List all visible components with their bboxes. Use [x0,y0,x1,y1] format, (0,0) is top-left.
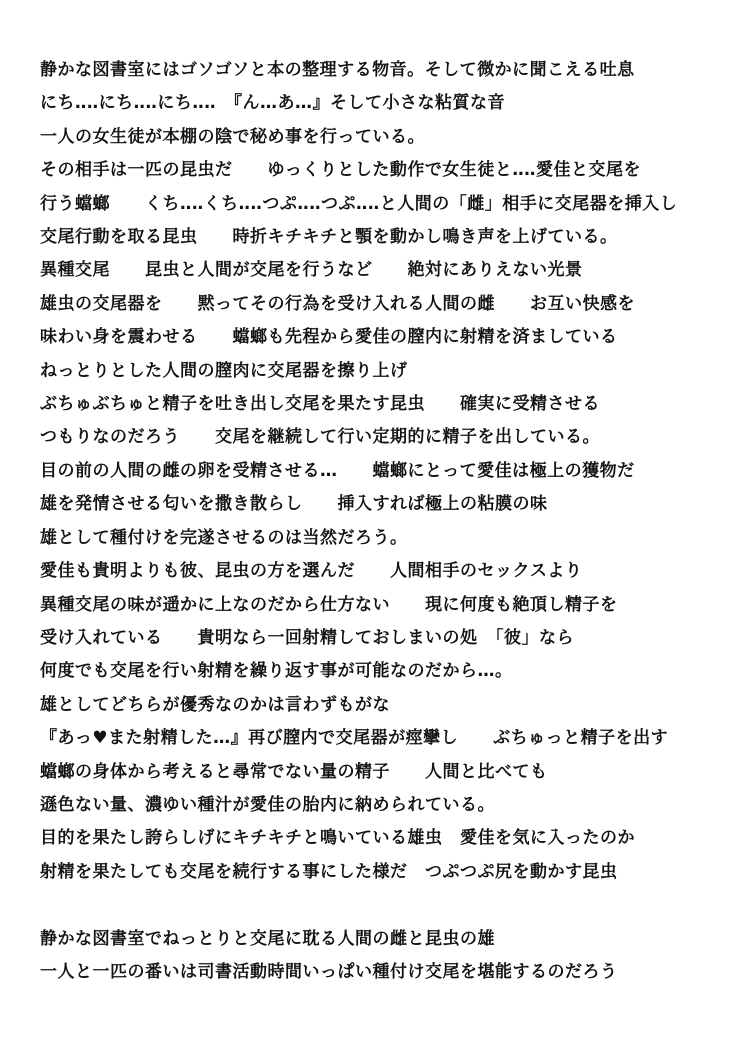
text-line: 受け入れている 貴明なら一回射精しておしまいの処 「彼」なら [40,627,574,648]
text-line: 蟷螂の身体から考えると尋常でない量の精子 人間と比べても [40,761,548,782]
text-line: 雄として種付けを完遂させるのは当然だろう。 [40,527,408,548]
paragraph-break [40,889,716,922]
text-line: 異種交尾の味が遥かに上なのだから仕方ない 現に何度も絶頂し精子を [40,594,618,615]
text-line: つもりなのだろう 交尾を継続して行い定期的に精子を出している。 [40,427,600,448]
text-line: にち‥‥にち‥‥にち‥‥ 『ん…あ…』そして小さな粘質な音 [40,93,506,114]
text-line: 目的を果たし誇らしげにキチキチと鳴いている雄虫 愛佳を気に入ったのか [40,828,635,849]
text-line: ぶちゅぶちゅと精子を吐き出し交尾を果たす昆虫 確実に受精させる [40,394,600,415]
text-line: 異種交尾 昆虫と人間が交尾を行うなど 絶対にありえない光景 [40,260,583,281]
text-line: 一人の女生徒が本棚の陰で秘め事を行っている。 [40,126,425,147]
text-line: その相手は一匹の昆虫だ ゆっくりとした動作で女生徒と‥‥愛佳と交尾を [40,160,642,181]
text-line: 遜色ない量、濃ゆい種汁が愛佳の胎内に納められている。 [40,794,495,815]
text-line: 行う蟷螂 くち‥‥くち‥‥つぷ‥‥つぷ‥‥と人間の「雌」相手に交尾器を挿入し [40,193,678,214]
text-line: 『あっ♥また射精した…』再び膣内で交尾器が痙攣し ぶちゅっと精子を出す [40,728,669,749]
text-line: 何度でも交尾を行い射精を繰り返す事が可能なのだから…。 [40,661,513,682]
text-line: 目の前の人間の雌の卵を受精させる… 蟷螂にとって愛佳は極上の獲物だ [40,460,635,481]
text-line: ねっとりとした人間の膣肉に交尾器を擦り上げ [40,360,408,381]
text-line: 交尾行動を取る昆虫 時折キチキチと顎を動かし鳴き声を上げている。 [40,227,618,248]
text-line: 雄を発情させる匂いを撒き散らし 挿入すれば極上の粘膜の味 [40,494,548,515]
text-line: 一人と一匹の番いは司書活動時間いっぱい種付け交尾を堪能するのだろう [40,961,618,982]
text-line: 雄としてどちらが優秀なのかは言わずもがな [40,694,390,715]
text-line: 静かな図書室にはゴソゴソと本の整理する物音。そして微かに聞こえる吐息 [40,60,635,80]
text-line: 雄虫の交尾器を 黙ってその行為を受け入れる人間の雌 お互い快感を [40,293,635,314]
text-line: 愛佳も貴明よりも彼、昆虫の方を選んだ 人間相手のセックスより [40,561,583,582]
text-line: 射精を果たしても交尾を続行する事にした様だ つぷつぷ尻を動かす昆虫 [40,861,618,882]
text-line: 静かな図書室でねっとりと交尾に耽る人間の雌と昆虫の雄 [40,928,495,949]
text-line: 味わい身を震わせる 蟷螂も先程から愛佳の膣内に射精を済ましている [40,327,618,348]
